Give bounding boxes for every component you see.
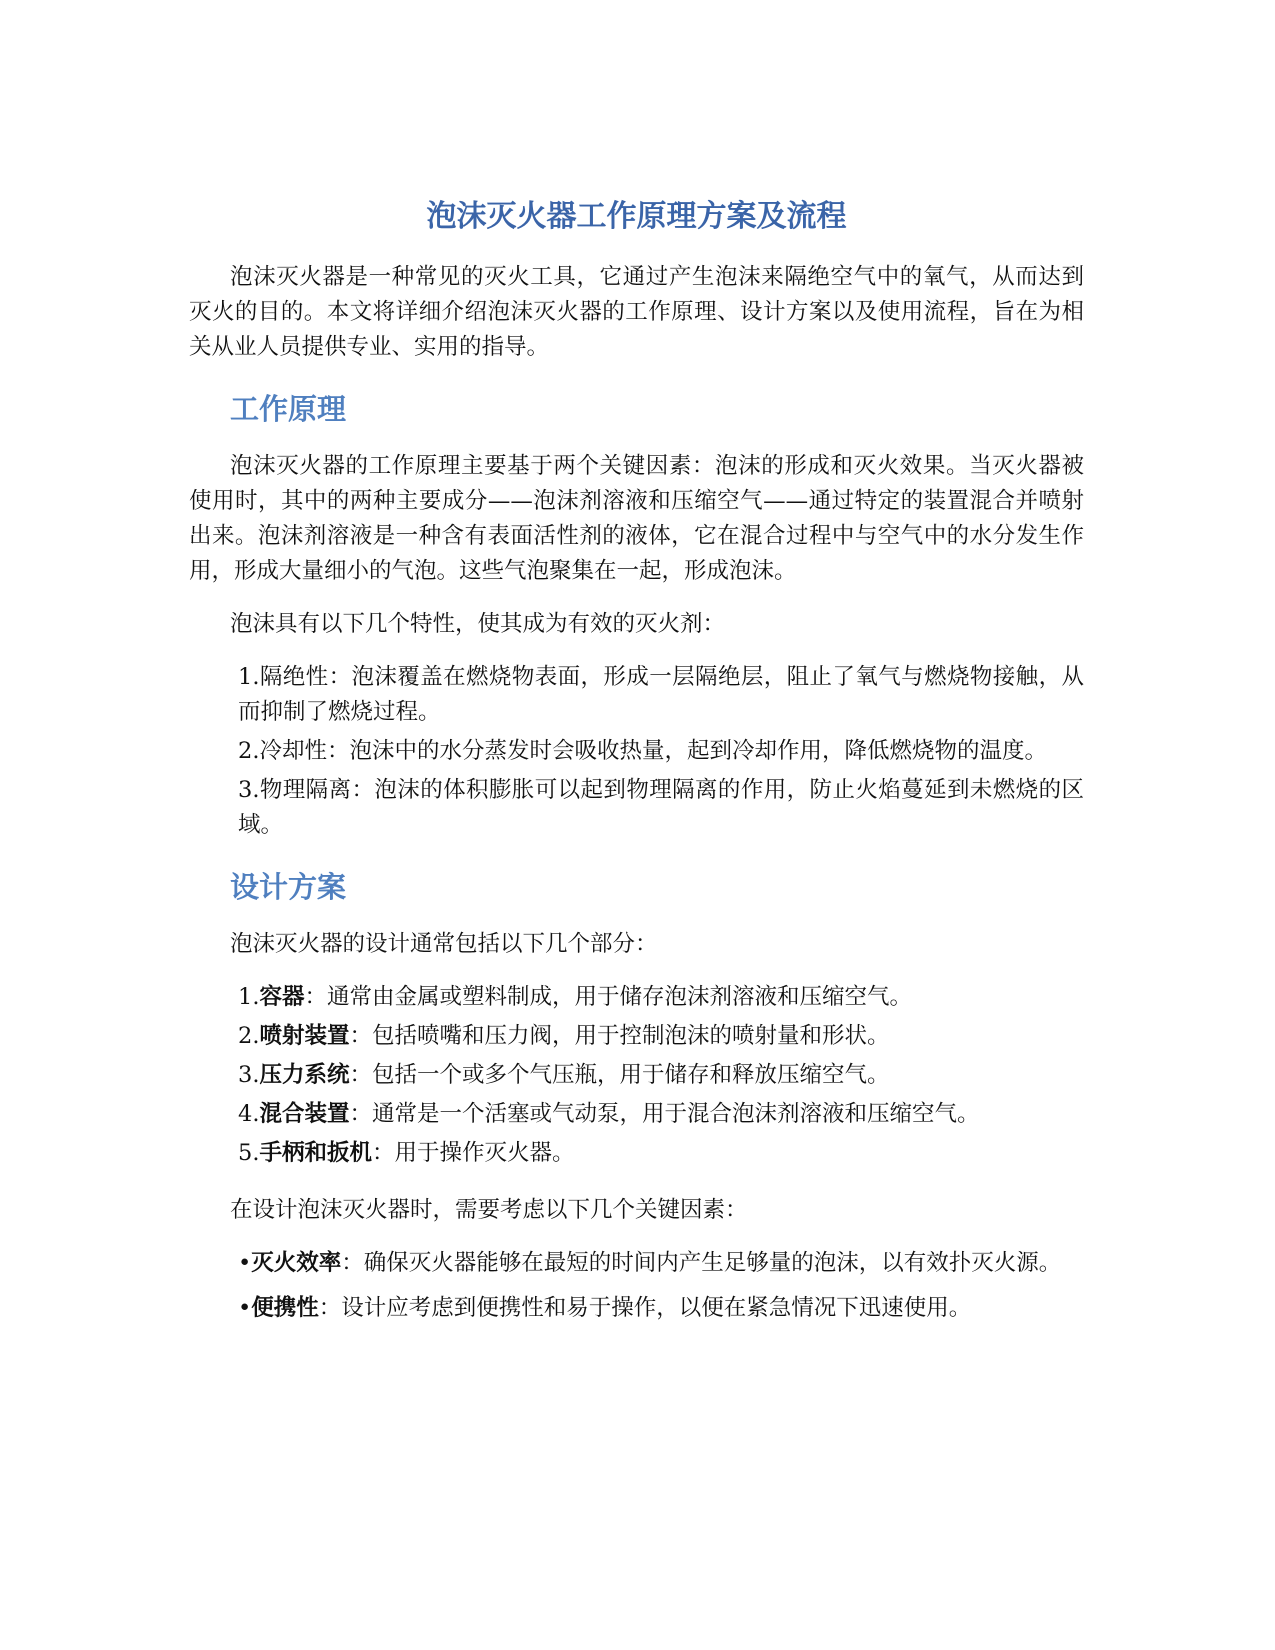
- bullet-icon: •: [238, 1295, 252, 1321]
- list-item-label: 冷却性: [259, 738, 327, 764]
- list-number: 2.: [238, 738, 260, 764]
- list-item-label: 容器: [259, 984, 305, 1010]
- list-item-text: ：用于操作灭火器。: [371, 1140, 575, 1166]
- list-item-label: 物理隔离: [259, 777, 352, 803]
- list-item: [189, 980, 1084, 1015]
- design-list-intro: 泡沫灭火器的设计通常包括以下几个部分：: [230, 931, 658, 957]
- spacer: [189, 642, 1084, 660]
- spacer: [189, 962, 1084, 980]
- list-item-label: 喷射装置: [259, 1023, 350, 1049]
- list-item: [189, 1058, 1084, 1093]
- design-bullet-list: [189, 1246, 1084, 1326]
- list-number: 3.: [238, 1062, 260, 1088]
- list-item: [189, 1136, 1084, 1171]
- list-number: 2.: [238, 1023, 260, 1049]
- list-item-text: ：包括喷嘴和压力阀，用于控制泡沫的喷射量和形状。: [349, 1023, 890, 1049]
- list-number: 5.: [238, 1140, 260, 1166]
- list-number: 3.: [238, 777, 260, 803]
- intro-paragraph: 泡沫灭火器是一种常见的灭火工具，它通过产生泡沫来隔绝空气中的氧气，从而达到灭火的目的。本文将详细介绍泡沫灭火器的工作原理、设计方案以及使用流程，旨在为相关从业人员提供专业、实用的指导。: [189, 264, 1084, 360]
- list-item-label: 混合装置: [259, 1101, 350, 1127]
- list-item-text: ：包括一个或多个气压瓶，用于储存和释放压缩空气。: [349, 1062, 890, 1088]
- principle-list-intro: 泡沫具有以下几个特性，使其成为有效的灭火剂：: [230, 611, 726, 637]
- bullet-item: [189, 1291, 1084, 1326]
- design-factors-intro: 在设计泡沫灭火器时，需要考虑以下几个关键因素：: [230, 1197, 748, 1223]
- bullet-item-label: 灭火效率: [251, 1250, 342, 1276]
- list-item: [189, 1019, 1084, 1054]
- principle-paragraph: 泡沫灭火器的工作原理主要基于两个关键因素：泡沫的形成和灭火效果。当灭火器被使用时，其中的两种主要成分——泡沫剂溶液和压缩空气——通过特定的装置混合并喷射出来。泡沫剂溶液是一种含有表面活性剂的液体，它在混合过程中与空气中的水分发生作用，形成大量细小的气泡。这些气泡聚集在一起，形成泡沫。: [189, 453, 1084, 584]
- list-item: [189, 660, 1084, 730]
- list-number: 4.: [238, 1101, 260, 1127]
- list-item-text: ：泡沫的体积膨胀可以起到物理隔离的作用，防止火焰蔓延到未燃烧的区域。: [238, 777, 1084, 838]
- list-item-text: ：泡沫覆盖在燃烧物表面，形成一层隔绝层，阻止了氧气与燃烧物接触，从而抑制了燃烧过程。: [238, 664, 1084, 725]
- list-item-text: ：泡沫中的水分蒸发时会吸收热量，起到冷却作用，降低燃烧物的温度。: [326, 738, 1047, 764]
- bullet-item: [189, 1246, 1084, 1281]
- bullet-item-text: ：设计应考虑到便携性和易于操作，以便在紧急情况下迅速使用。: [318, 1295, 972, 1321]
- design-list: [189, 980, 1084, 1171]
- principle-list: [189, 660, 1084, 843]
- list-item-label: 隔绝性: [259, 664, 329, 690]
- list-number: 1.: [238, 664, 260, 690]
- list-item-label: 压力系统: [259, 1062, 350, 1088]
- bullet-item-label: 便携性: [251, 1295, 319, 1321]
- list-item-label: 手柄和扳机: [259, 1140, 372, 1166]
- list-item: [189, 734, 1084, 769]
- section-heading-design: 设计方案: [230, 870, 347, 904]
- list-item: [189, 1097, 1084, 1132]
- list-item: [189, 773, 1084, 843]
- document-page: [189, 190, 1084, 1330]
- section-heading-principle: 工作原理: [230, 392, 347, 426]
- spacer: [189, 589, 1084, 607]
- list-item-text: ：通常由金属或塑料制成，用于储存泡沫剂溶液和压缩空气。: [304, 984, 912, 1010]
- list-item-text: ：通常是一个活塞或气动泵，用于混合泡沫剂溶液和压缩空气。: [349, 1101, 980, 1127]
- document-title: 泡沫灭火器工作原理方案及流程: [426, 199, 847, 234]
- spacer: [189, 1228, 1084, 1246]
- list-number: 1.: [238, 984, 260, 1010]
- spacer: [189, 1175, 1084, 1193]
- bullet-item-text: ：确保灭火器能够在最短的时间内产生足够量的泡沫，以有效扑灭火源。: [341, 1250, 1062, 1276]
- bullet-icon: •: [238, 1250, 252, 1276]
